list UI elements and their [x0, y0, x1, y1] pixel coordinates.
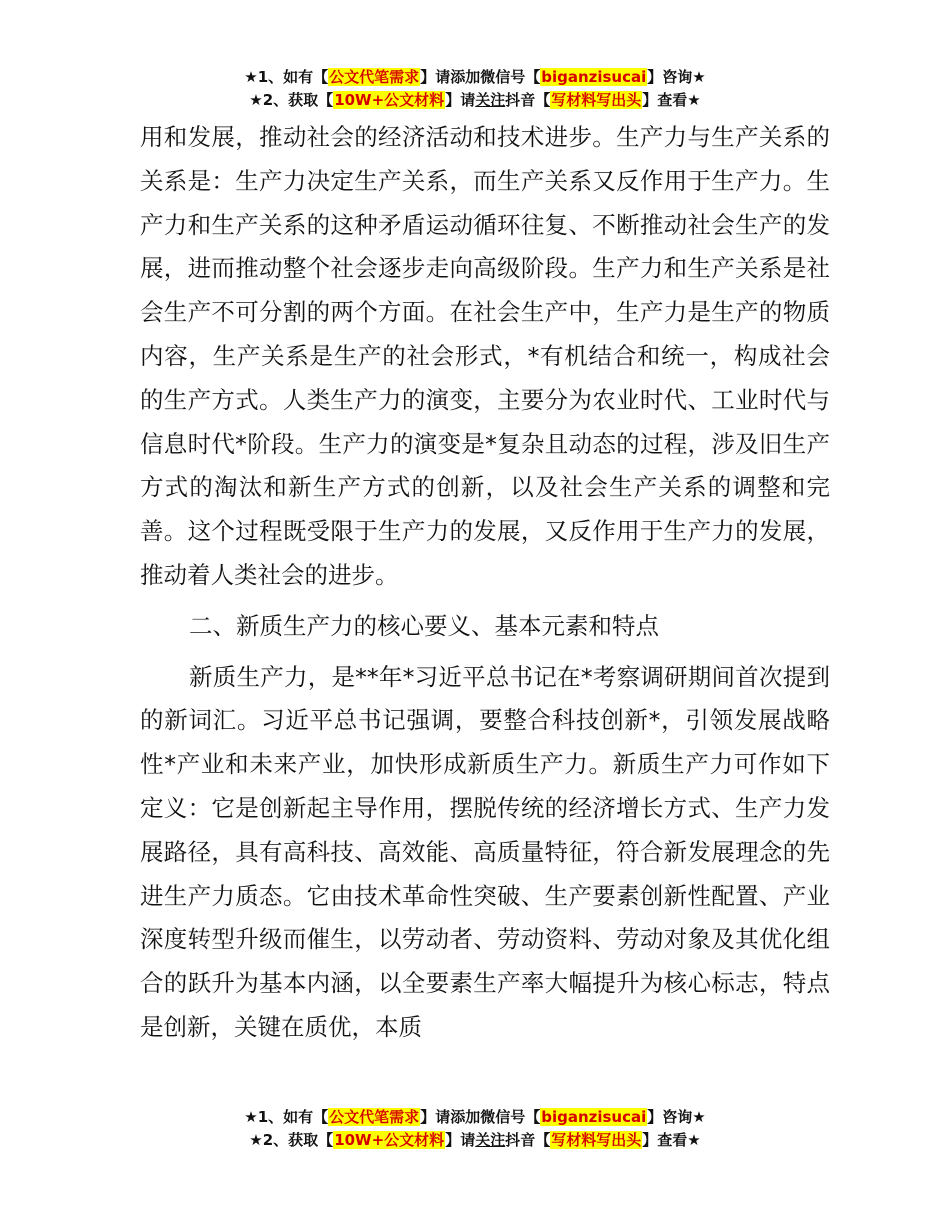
footer-banner-line-1: [0, 1106, 950, 1129]
footer-line-1-prefix: ★1、如有【: [244, 1108, 329, 1126]
banner-line-2-prefix: ★2、获取【: [249, 91, 334, 109]
paragraph-1: 用和发展，推动社会的经济活动和技术进步。生产力与生产关系的关系是：生产力决定生产关系，而生产关系又反作用于生产力。生产力和生产关系的这种矛盾运动循环往复、不断推动社会生产的发展，进而推动整个社会逐步走向高级阶段。生产力和生产关系是社会生产不可分割的两个方面。在社会生产中，生产力是生产的物质内容，生产关系是生产的社会形式，*有机结合和统一，构成社会的生产方式。人类生产力的演变，主要分为农业时代、工业时代与信息时代*阶段。生产力的演变是*复杂且动态的过程，涉及旧生产方式的淘汰和新生产方式的创新，以及社会生产关系的调整和完善。这个过程既受限于生产力的发展，又反作用于生产力的发展，推动着人类社会的进步。: [140, 123, 830, 589]
footer-line-1-suffix: 】咨询★: [647, 1108, 706, 1126]
banner-highlight-account: 写材料写出头: [551, 91, 642, 109]
footer-highlight-wechat-id: biganzisucai: [541, 1108, 647, 1126]
banner-line-2: [0, 89, 950, 112]
banner-line-2-suffix: 】查看★: [642, 91, 701, 109]
footer-line-2-suffix: 】查看★: [642, 1131, 701, 1149]
header-banner: [0, 66, 950, 112]
footer-highlight-service: 公文代笔需求: [329, 1108, 420, 1126]
paragraph-2: 新质生产力，是**年*习近平总书记在*考察调研期间首次提到的新词汇。习近平总书记强调，要整合科技创新*，引领发展战略性*产业和未来产业，加快形成新质生产力。新质生产力可作如下定义：它是创新起主导作用，摆脱传统的经济增长方式、生产力发展路径，具有高科技、高效能、高质量特征，符合新发展理念的先进生产力质态。它由技术革命性突破、生产要素创新性配置、产业深度转型升级而催生，以劳动者、劳动资料、劳动对象及其优化组合的跃升为基本内涵，以全要素生产率大幅提升为核心标志，特点是创新，关键在质优，本质: [140, 662, 830, 1041]
banner-highlight-service: 公文代笔需求: [329, 68, 420, 86]
banner-line-2-middle-b: 抖音【: [505, 91, 551, 109]
banner-line-1-suffix: 】咨询★: [647, 68, 706, 86]
banner-line-1-middle: 】请添加微信号【: [420, 68, 541, 86]
footer-line-1-middle: 】请添加微信号【: [420, 1108, 541, 1126]
footer-highlight-account: 写材料写出头: [551, 1131, 642, 1149]
footer-underlined-follow: 关注: [475, 1131, 506, 1149]
section-heading-2: 二、新质生产力的核心要义、基本元素和特点: [189, 611, 659, 640]
banner-underlined-follow: 关注: [475, 91, 506, 109]
banner-highlight-materials: 10W+公文材料: [334, 91, 445, 109]
banner-line-1: [0, 66, 950, 89]
footer-highlight-materials: 10W+公文材料: [334, 1131, 445, 1149]
document-body: [140, 116, 830, 1050]
banner-line-2-middle-a: 】请: [445, 91, 476, 109]
banner-line-1-prefix: ★1、如有【: [244, 68, 329, 86]
footer-line-2-middle-a: 】请: [445, 1131, 476, 1149]
footer-line-2-middle-b: 抖音【: [505, 1131, 551, 1149]
footer-line-2-prefix: ★2、获取【: [249, 1131, 334, 1149]
banner-highlight-wechat-id: biganzisucai: [541, 68, 647, 86]
footer-banner: [0, 1106, 950, 1152]
footer-banner-line-2: [0, 1129, 950, 1152]
